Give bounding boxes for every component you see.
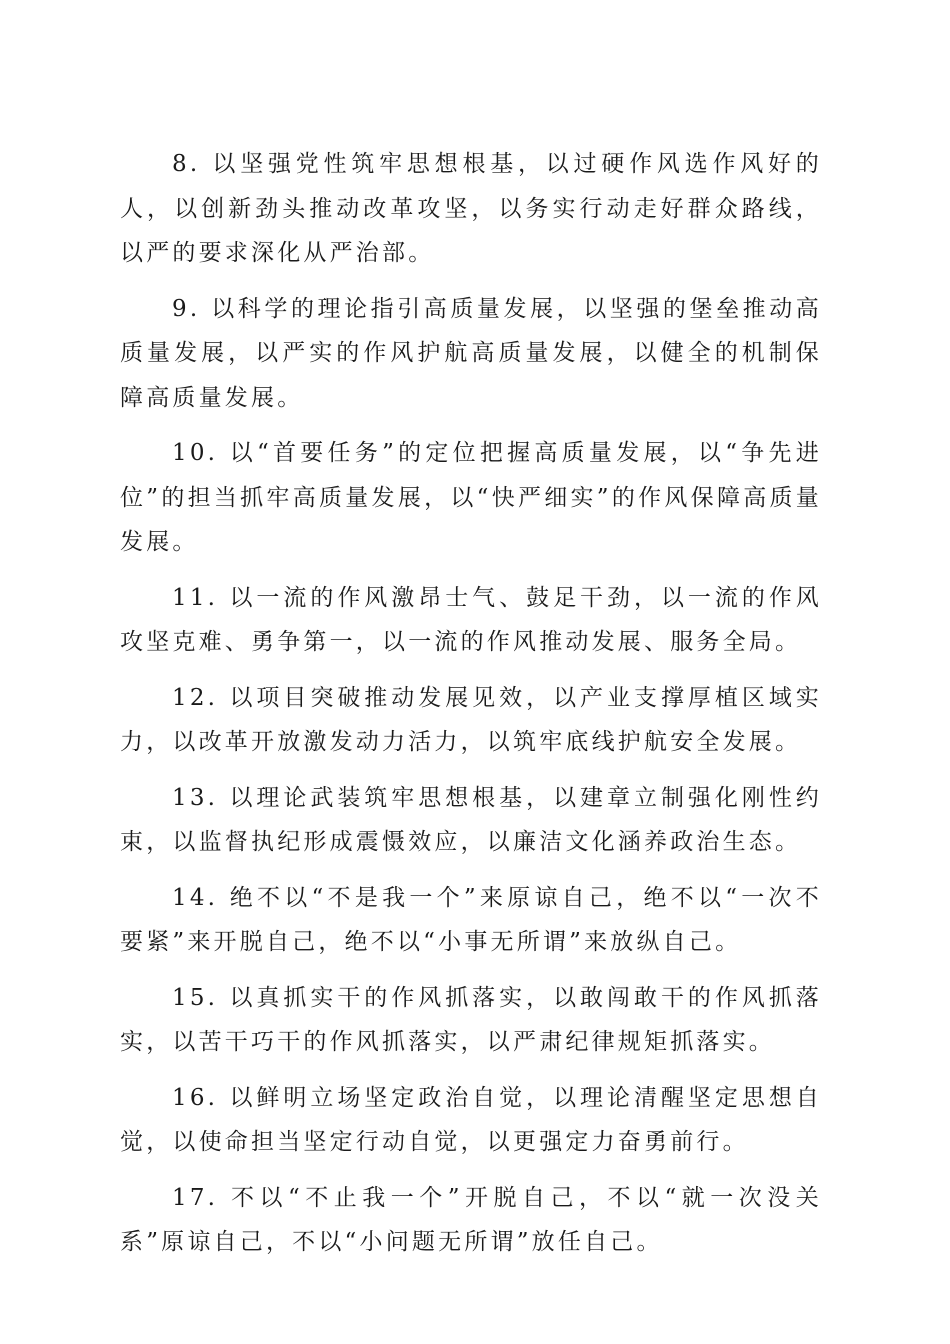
paragraph-item-14: 14. 绝不以“不是我一个”来原谅自己，绝不以“一次不要紧”来开脱自己，绝不以“小事无所谓”来放纵自己。 [120,884,822,955]
paragraph-item-16: 16. 以鲜明立场坚定政治自觉，以理论清醒坚定思想自觉，以使命担当坚定行动自觉，以更强定力奋勇前行。 [120,1084,822,1155]
paragraph-item-8: 8. 以坚强党性筑牢思想根基，以过硬作风选作风好的人，以创新劲头推动改革攻坚，以务实行动走好群众路线，以严的要求深化从严治部。 [120,151,822,266]
paragraph-item-17: 17. 不以“不止我一个”开脱自己，不以“就一次没关系”原谅自己，不以“小问题无所谓”放任自己。 [120,1184,822,1255]
paragraph-item-15: 15. 以真抓实干的作风抓落实，以敢闯敢干的作风抓落实，以苦干巧干的作风抓落实，以严肃纪律规矩抓落实。 [120,984,822,1055]
document-body [120,142,822,1276]
paragraph-item-10: 10. 以“首要任务”的定位把握高质量发展，以“争先进位”的担当抓牢高质量发展，以“快严细实”的作风保障高质量发展。 [120,440,822,555]
paragraph-item-9: 9. 以科学的理论指引高质量发展，以坚强的堡垒推动高质量发展，以严实的作风护航高质量发展，以健全的机制保障高质量发展。 [120,295,822,411]
paragraph-item-12: 12. 以项目突破推动发展见效，以产业支撑厚植区域实力，以改革开放激发动力活力，以筑牢底线护航安全发展。 [120,684,822,755]
paragraph-item-13: 13. 以理论武装筑牢思想根基，以建章立制强化刚性约束，以监督执纪形成震慑效应，以廉洁文化涵养政治生态。 [120,784,822,855]
paragraph-item-11: 11. 以一流的作风激昂士气、鼓足干劲，以一流的作风攻坚克难、勇争第一，以一流的作风推动发展、服务全局。 [120,584,822,655]
